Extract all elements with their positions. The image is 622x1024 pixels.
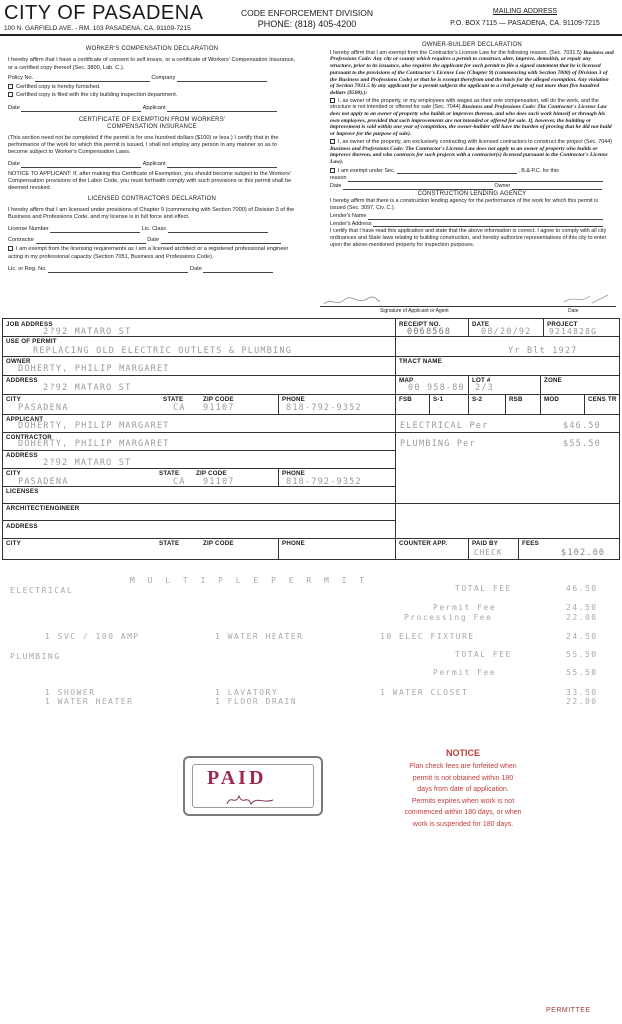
- value-applicant-fee: $46.50: [563, 421, 601, 431]
- value-lot: 2/3: [475, 383, 494, 393]
- printout-total-fee-1: 46.50: [566, 584, 598, 593]
- label-architect-state: STATE: [159, 540, 180, 547]
- notice-body: [380, 761, 546, 830]
- bpc-label: , B.& P.C. for this: [518, 167, 559, 174]
- paid-stamp: [183, 756, 323, 816]
- value-applicant: DOHERTY, PHILIP MARGARET: [18, 421, 170, 431]
- label-s1: S-1: [433, 396, 444, 403]
- exempt-under-row: [330, 168, 614, 175]
- owner-intro: I hereby affirm that I am exempt from the Contractor's License Law for the following reason. (Sec. 7031.5): [330, 49, 582, 56]
- license-number-field[interactable]: [50, 227, 140, 233]
- label-paid-by: PAID BY: [472, 540, 499, 547]
- grid-line: [395, 319, 396, 559]
- value-city: PASADENA: [18, 403, 69, 413]
- owner-wages-text: I, as owner of the property, or my employees with wages as their sole compensation, will do the work, and the structure is not intended or offered for sale (Sec. 7044): [330, 97, 599, 111]
- exemption-text: (This section need not be completed if the permit is for one hundred dollars ($100) or less.) I certify that in the performance of the work for which this permit is issued, I shall not employ any person in any manner so as to become subject to Worker's Compensation Laws.: [8, 134, 279, 156]
- wc-text: I hereby affirm that I have a certificate of consent to self insure, or a certificate of Workers' Compensation Insurance, or a certified copy thereof (Sec. 3800, Lab. C.).: [8, 57, 296, 71]
- exemption-applicant-field[interactable]: [167, 162, 277, 168]
- lender-name-row: [330, 213, 614, 220]
- value-receipt-no: 0068568: [407, 327, 452, 337]
- value-contractor: DOHERTY, PHILIP MARGARET: [18, 439, 170, 449]
- wc-title: WORKER'S COMPENSATION DECLARATION: [85, 46, 219, 52]
- label-contractor-phone: PHONE: [282, 470, 306, 477]
- grid-line: [278, 394, 279, 414]
- grid-line: [3, 356, 619, 357]
- permittee-label: PERMITTEE: [546, 1007, 591, 1014]
- value-job-address: 2?92 MATARO ST: [43, 327, 132, 337]
- policy-field[interactable]: [35, 76, 150, 82]
- paid-text: PAID: [207, 767, 267, 789]
- contractor-row: [8, 237, 296, 244]
- grid-line: [3, 414, 619, 415]
- value-contractor-trade: PLUMBING Per: [400, 439, 476, 449]
- printout-processing-fee-label: Processing Fee: [404, 613, 493, 622]
- value-paid-by: CHECK: [474, 548, 503, 557]
- value-map: 00 958-80: [408, 383, 465, 393]
- value-owner: DOHERTY, PHILIP MARGARET: [18, 364, 170, 374]
- exemption-applicant-label: Applicant: [142, 160, 166, 167]
- value-phone: 818-792-9352: [286, 403, 362, 413]
- grid-line: [468, 375, 469, 414]
- licensed-text: I hereby affirm that I am licensed under provisions of Chapter 9 (commencing with Section 7000) of Division 3 of the Business and Professions Code, and my license is in full force and effect.: [8, 207, 295, 221]
- wc-applicant-label: Applicant: [142, 104, 166, 111]
- company-field[interactable]: [177, 76, 267, 82]
- professional-exempt-checkbox[interactable]: [8, 246, 13, 251]
- printout-total-fee-2: 55.50: [566, 650, 598, 659]
- label-tract-name: TRACT NAME: [399, 358, 442, 365]
- paid-initials: [223, 790, 283, 810]
- lic-reg-field[interactable]: [48, 267, 188, 273]
- value-contractor-state: CA: [173, 477, 186, 487]
- printout-line-1-fee: 24.50: [566, 632, 598, 641]
- exempt-under-label: I am exempt under Sec.: [338, 167, 396, 174]
- label-receipt-no: RECEIPT NO.: [399, 321, 441, 328]
- owner-contracting-italic: Business and Professions Code: The Contractor's License Law does not apply to an owner of property who builds or improves thereon, and who contracts for such projects with a contractor(s) licensed pursuant to the Contractor's License Law).: [330, 145, 608, 165]
- printout-electrical: ELECTRICAL: [10, 586, 74, 595]
- lender-address-row: [330, 221, 614, 228]
- owner-contracting-text: I, as owner of the property, am exclusively contracting with licensed contractors to construct the project (Sec. 7044): [338, 138, 613, 145]
- grid-line: [468, 538, 469, 559]
- lic-class-field[interactable]: [168, 227, 268, 233]
- cert-filed-row: [8, 92, 296, 99]
- grid-line: [3, 394, 619, 395]
- printout-multiple-permit: M U L T I P L E P E R M I T: [130, 576, 369, 585]
- signature-label: Signature of Applicant or Agent: [380, 308, 449, 314]
- label-applicant: APPLICANT: [6, 416, 44, 423]
- mailing-title: MAILING ADDRESS: [492, 8, 558, 15]
- owner-date-label: Date: [330, 183, 342, 190]
- exemption-title-1: CERTIFICATE OF EXEMPTION FROM WORKERS': [78, 117, 226, 124]
- professional-exempt-row: [8, 246, 296, 261]
- value-project: 9214828G: [549, 327, 598, 336]
- label-city: CITY: [6, 396, 21, 403]
- label-state: STATE: [163, 396, 184, 403]
- printout-line-shower: 1 SHOWER: [45, 688, 96, 697]
- label-job-address: JOB ADDRESS: [6, 321, 53, 328]
- label-contractor-address: ADDRESS: [6, 452, 38, 459]
- label-contractor-state: STATE: [159, 470, 180, 477]
- printout-permit-fee-1: 24.50: [566, 603, 598, 612]
- printout-line-lavatory: 1 LAVATORY: [215, 688, 279, 697]
- printout-line-water-closet: 1 WATER CLOSET: [380, 688, 469, 697]
- owner-contracting-row: [330, 139, 614, 166]
- lender-name-label: Lender's Name: [330, 212, 367, 219]
- company-label: Company: [151, 74, 176, 81]
- label-zip: ZIP CODE: [203, 396, 234, 403]
- label-map: MAP: [399, 377, 414, 384]
- contractor-field[interactable]: [36, 238, 146, 244]
- value-contractor-address: 2?92 MATARO ST: [43, 458, 132, 468]
- owner-italic: Business and Professions Code: Any city or county which requires a permit to construct, alter, improve, demolish, or repair any structure, prior to its issuance, also requires the applicant for such permit to file a signed statement that he is licensed pursuant to the provisions of the Contractor's License Law (Chapter 9) (commencing with Section 7000) of Division 3 of the Business and Professions Code) or that he is exempt therefrom and the basis for the alleged exemption. Any violation of Section 7031.5 by any applicant for a permit subjects the applicant to a civil penalty of not more than five hundred dollars ($500).):: [330, 49, 614, 96]
- label-architect-address: ADDRESS: [6, 523, 38, 530]
- printout-total-fee-label-1: TOTAL FEE: [455, 584, 512, 593]
- owner-wages-row: [330, 98, 614, 138]
- grid-line: [3, 468, 395, 469]
- grid-line: [3, 450, 395, 451]
- printout-line-floor-drain: 1 FLOOR DRAIN: [215, 697, 298, 706]
- printout-line-2-fee-1: 33.50: [566, 688, 598, 697]
- city-address: 100 N. GARFIELD AVE. - RM. 103 PASADENA, CA. 91109-7215: [4, 25, 191, 32]
- licensed-title: LICENSED CONTRACTORS DECLARATION: [87, 195, 217, 202]
- printout-processing-fee: 22.00: [566, 613, 598, 622]
- owner-wages-italic: Business and Professions Code: The Contractor's License Law does not apply to an owner of property who builds or improves thereon, and who does such work himself or through his own employees, provided that such improvements are not intended or offered for sale. If, however, the building or improvement is sold within one year of completion, the owner-builder will have the burden of proving that he did not build or improve for the purpose of sale).: [330, 104, 612, 138]
- label-rsb: RSB: [509, 396, 523, 403]
- policy-label: Policy No.: [8, 74, 34, 81]
- value-fees: $102.00: [561, 548, 606, 558]
- owner-date-row: [330, 183, 614, 190]
- value-year-built: Yr Blt 1927: [508, 346, 578, 356]
- signature-date-label: Date: [568, 308, 579, 314]
- owner-date-field[interactable]: [343, 184, 493, 190]
- grid-line: [518, 538, 519, 559]
- value-contractor-phone: 818-792-9352: [286, 477, 362, 487]
- lender-address-field[interactable]: [373, 221, 603, 227]
- grid-line: [3, 538, 619, 539]
- label-counter-app: COUNTER APP.: [399, 540, 448, 547]
- printout-permit-fee-label-1: Permit Fee: [433, 603, 497, 612]
- label-use-of-permit: USE OF PERMIT: [6, 338, 57, 345]
- reason-row: [330, 175, 614, 182]
- value-date: 08/20/92: [481, 327, 532, 337]
- policy-row: [8, 75, 296, 82]
- printout-line-2-fee-2: 22.00: [566, 697, 598, 706]
- grid-line: [429, 394, 430, 414]
- printout-line-elec-fixture: 10 ELEC FIXTURE: [380, 632, 475, 641]
- reason-field[interactable]: [348, 176, 603, 182]
- mailing-block: [430, 8, 620, 27]
- label-s2: S-2: [472, 396, 483, 403]
- label-contractor-city: CITY: [6, 470, 21, 477]
- label-mod: MOD: [544, 396, 560, 403]
- grid-line: [505, 394, 506, 414]
- grid-line: [3, 520, 395, 521]
- license-number-label: License Number: [8, 225, 49, 232]
- owner-contracting-checkbox[interactable]: [330, 139, 335, 144]
- notice-line: work is suspended for 180 days.: [412, 820, 514, 828]
- owner-sign-label: Owner: [494, 183, 511, 190]
- label-owner: OWNER: [6, 358, 31, 365]
- wc-date-field[interactable]: [21, 106, 141, 112]
- exemption-title-2: COMPENSATION INSURANCE: [107, 124, 197, 131]
- division-name: CODE ENFORCEMENT DIVISION: [240, 8, 374, 18]
- cert-filed-checkbox[interactable]: [8, 92, 13, 97]
- lic-reg-row: [8, 266, 296, 273]
- notice-to-applicant: NOTICE TO APPLICANT: If, after making this Certificate of Exemption, you should become subject to the Workers' Compensation provisions of the Labor Code, you must forthwith comply with such provisions or this permit shall be deemed revoked.: [8, 170, 292, 192]
- wc-date-label: Date: [8, 104, 20, 111]
- label-architect-city: CITY: [6, 540, 21, 547]
- value-use-of-permit: REPLACING OLD ELECTRIC OUTLETS & PLUMBING: [33, 346, 293, 356]
- license-row: [8, 226, 296, 233]
- grid-line: [3, 375, 619, 376]
- contractor-label: Contractor: [8, 236, 35, 243]
- value-state: CA: [173, 403, 186, 413]
- printout-permit-fee-2: 55.50: [566, 668, 598, 677]
- owner-sign-field[interactable]: [512, 184, 602, 190]
- mailing-address: P.O. BOX 7115 — PASADENA, CA. 91109-7215: [450, 20, 600, 27]
- label-zone: ZONE: [544, 377, 562, 384]
- wc-date-row: [8, 105, 296, 112]
- reason-label: reason: [330, 175, 347, 182]
- left-declarations: [8, 46, 296, 273]
- city-name: CITY OF PASADENA: [4, 2, 204, 24]
- notice-title: NOTICE: [445, 748, 480, 758]
- label-date: DATE: [472, 321, 490, 328]
- lic-reg-date-field[interactable]: [203, 267, 273, 273]
- notice-line: permit is not obtained within 180: [412, 774, 514, 782]
- label-fees: FEES: [522, 540, 539, 547]
- notice-line: days from date of application.: [417, 786, 509, 793]
- date-scribble: [562, 292, 612, 306]
- notice-line: Plan check fees are forfeited when: [409, 763, 517, 770]
- wc-applicant-field[interactable]: [167, 106, 277, 112]
- owner-title: OWNER-BUILDER DECLARATION: [422, 42, 522, 48]
- cert-filed-label: Certified copy is filed with the city building inspection department.: [16, 92, 178, 99]
- lending-title: CONSTRUCTION LENDING AGENCY: [417, 190, 527, 197]
- label-address: ADDRESS: [6, 377, 38, 384]
- label-cens-tr: CENS TR: [588, 396, 617, 403]
- label-architect: ARCHITECT/ENGINEER: [6, 505, 80, 512]
- right-declarations: [330, 42, 614, 248]
- signature-scribble: [322, 295, 382, 307]
- owner-declaration: [330, 50, 614, 97]
- printout-line-svc: 1 SVC / 100 AMP: [45, 632, 140, 641]
- contractor-date-label: Date: [147, 236, 160, 243]
- cert-furnished-row: [8, 84, 296, 91]
- value-address: 2?92 MATARO ST: [43, 383, 132, 393]
- notice-line: commenced within 180 days, or when: [404, 809, 522, 816]
- label-architect-zip: ZIP CODE: [203, 540, 234, 547]
- label-licenses: LICENSES: [6, 488, 39, 495]
- grid-line: [540, 375, 541, 414]
- label-lot: LOT #: [472, 377, 491, 384]
- exemption-date-field[interactable]: [21, 162, 141, 168]
- division-block: [232, 8, 382, 29]
- grid-line: [278, 468, 279, 486]
- grid-line: [543, 319, 544, 336]
- grid-line: [278, 538, 279, 559]
- cert-furnished-checkbox[interactable]: [8, 84, 13, 89]
- grid-line: [3, 503, 619, 504]
- professional-exempt-text: I am exempt from the licensing requirements as I am a licensed architect or a registered professional engineer acting in my professional capacity (Section 7051, Business and Professions Code).: [8, 246, 289, 260]
- value-contractor-city: PASADENA: [18, 477, 69, 487]
- exempt-under-checkbox[interactable]: [330, 168, 335, 173]
- cert-furnished-label: Certified copy is hereby furnished.: [16, 84, 101, 91]
- lending-text: I hereby affirm that there is a construction lending agency for the performance of the work for which this permit is issued (Sec. 3097, Civ. C.).: [330, 198, 599, 212]
- label-contractor: CONTRACTOR: [6, 434, 52, 441]
- division-phone: PHONE: (818) 405-4200: [257, 19, 357, 29]
- lender-name-field[interactable]: [368, 214, 603, 220]
- exemption-date-row: [8, 161, 296, 168]
- printout-line-water-heater-2: 1 WATER HEATER: [45, 697, 134, 706]
- exempt-under-field[interactable]: [397, 168, 517, 174]
- value-contractor-fee: $55.50: [563, 439, 601, 449]
- exemption-date-label: Date: [8, 160, 20, 167]
- lic-class-label: Lic. Class: [141, 225, 167, 232]
- lender-address-label: Lender's Address: [330, 220, 372, 227]
- grid-line: [3, 432, 619, 433]
- grid-line: [468, 319, 469, 336]
- printout-plumbing: PLUMBING: [10, 652, 61, 661]
- value-applicant-trade: ELECTRICAL Per: [400, 421, 489, 431]
- printout-line-water-heater: 1 WATER HEATER: [215, 632, 304, 641]
- header-divider: [0, 34, 622, 36]
- notice-block: [380, 748, 546, 830]
- printout-total-fee-label-2: TOTAL FEE: [455, 650, 512, 659]
- notice-line: Permits expires when work is not: [411, 797, 515, 805]
- permit-grid: [2, 318, 620, 560]
- certify-text: I certify that I have read this application and state that the above information is correct. I agree to comply with all city ordinances and State laws relating to building construction, and hereby authorize representatives of this city to enter upon the above-mentioned property for inspection purposes.: [330, 228, 607, 248]
- label-contractor-zip: ZIP CODE: [196, 470, 227, 477]
- label-fsb: FSB: [399, 396, 412, 403]
- owner-wages-checkbox[interactable]: [330, 98, 335, 103]
- label-phone: PHONE: [282, 396, 306, 403]
- printout-permit-fee-label-2: Permit Fee: [433, 668, 497, 677]
- value-zip: 91107: [203, 403, 235, 413]
- label-architect-phone: PHONE: [282, 540, 306, 547]
- lic-reg-label: Lic. or Reg. No.: [8, 265, 47, 272]
- label-project: PROJECT: [547, 321, 578, 328]
- contractor-date-field[interactable]: [161, 238, 281, 244]
- value-contractor-zip: 91107: [203, 477, 235, 487]
- grid-line: [584, 394, 585, 414]
- lic-reg-date-label: Date: [190, 265, 202, 272]
